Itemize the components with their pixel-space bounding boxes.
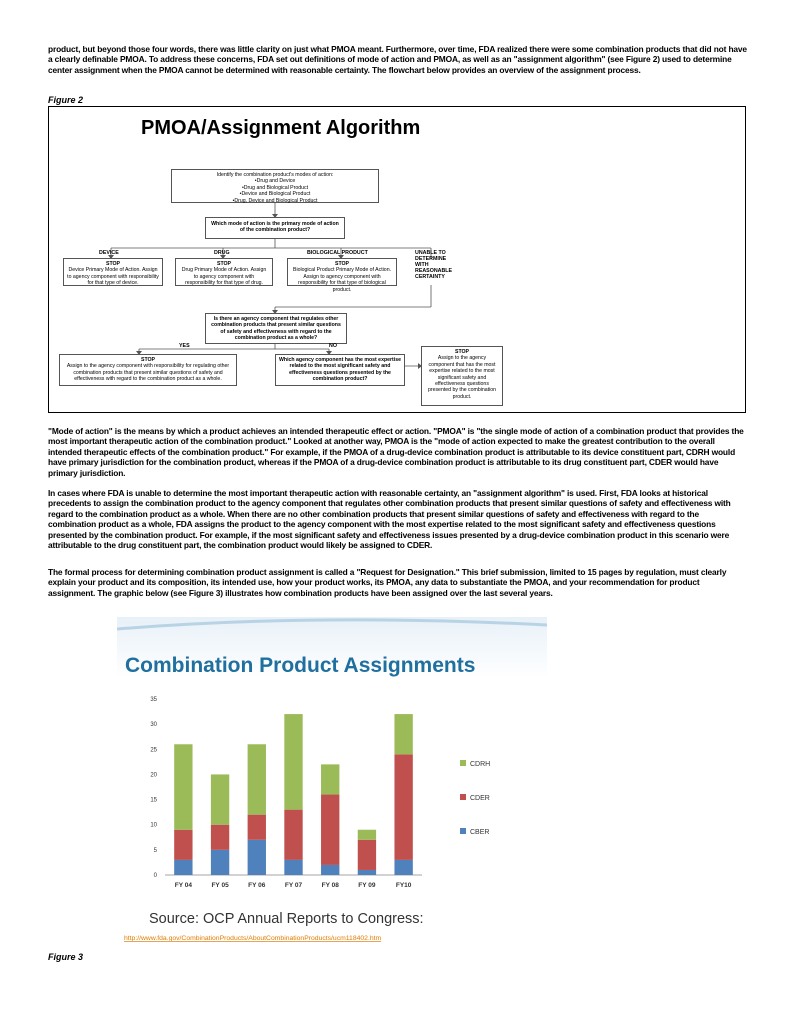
algorithm-paragraph: In cases where FDA is unable to determine the most important therapeutic action with reasonable certainty, an "assignment algorithm" is used. First, FDA looks at historical precedents to assign the combination product to the agency component that regulates other combination products that present similar questions of safety and effectiveness with regard to the combination product as a whole. When there are no other combination products that present similar questions of safety and effectiveness with regard to the combination product as a whole, FDA assigns the product to the agency component with the most expertise related to the most significant safety and effectiveness questions presented by the combination product. For example, if the most significant safety and effectiveness issues presented by a drug-device combination product in this scenario were attributable to the drug constituent part, the combination product would likely be assigned to CDER. <box>48 488 731 551</box>
y-tick-label: 5 <box>153 847 157 854</box>
y-tick-label: 35 <box>150 697 157 703</box>
identify-line: Identify the combination product's modes of action: <box>216 172 334 178</box>
bar-cdrh <box>358 830 376 840</box>
x-tick-label: FY 07 <box>284 882 303 889</box>
category-unable: UNABLE TO DETERMINE WITH REASONABLE CERTAINTY <box>415 250 453 280</box>
bar-cder <box>321 795 339 865</box>
identify-line: •Drug, Device and Biological Product <box>232 197 318 204</box>
y-tick-label: 30 <box>150 722 157 729</box>
identify-line: •Drug and Device <box>254 178 296 185</box>
bar-cber <box>211 850 229 875</box>
legend-label-cder: CDER <box>470 795 490 802</box>
request-paragraph: The formal process for determining combination product assignment is called a "Request for Designation." This brief submission, limited to 15 pages by regulation, must clearly explain your product and its composition, its intended use, how your product works, its PMOA, any data to substantiate the PMOA, and your recommendation for product assignment. The graphic below (see Figure 3) illustrates how combination products have been assigned over the last several years. <box>48 567 727 598</box>
x-tick-label: FY 08 <box>321 882 339 889</box>
figure-2-label: Figure 2 <box>48 95 84 105</box>
x-tick-label: FY 06 <box>248 882 266 889</box>
legend-swatch-cber <box>460 828 466 834</box>
y-tick-label: 0 <box>153 873 157 879</box>
legend-swatch-cdrh <box>460 760 466 766</box>
legend-label-cber: CBER <box>470 829 490 836</box>
bar-cdrh <box>248 744 266 814</box>
bar-cder <box>394 754 412 860</box>
figure-2-flowchart <box>48 106 746 413</box>
y-tick-label: 20 <box>150 772 157 779</box>
bar-cber <box>174 860 192 875</box>
stop-label: STOP <box>454 349 470 355</box>
x-tick-label: FY 09 <box>358 882 376 889</box>
assignments-chart <box>117 617 547 960</box>
x-tick-label: FY 05 <box>211 882 229 889</box>
source-text: Source: OCP Annual Reports to Congress: <box>149 911 424 927</box>
bio-stop-text: Biological Product Primary Mode of Action. Assign to agency component with responsibility for that type of biological product. <box>292 267 392 293</box>
drug-stop-box <box>175 258 273 286</box>
category-device: DEVICE <box>99 250 119 256</box>
bar-cdrh <box>394 714 412 754</box>
yes-stop-box <box>59 354 237 386</box>
bar-cber <box>321 865 339 875</box>
flowchart-title: PMOA/Assignment Algorithm <box>141 117 421 139</box>
figure-3-chart <box>117 617 547 960</box>
intro-paragraph: product, but beyond those four words, there was little clarity on just what PMOA meant. Furthermore, over time, FDA realized there were some combination products that did not have a clearly definable PMOA. To address these concerns, FDA set out definitions of mode of action and PMOA, as well as an "assignment algorithm" (see Figure 2) used to determine center assignment when the PMOA cannot be determined with reasonable certainty. The flowchart below provides an overview of the assignment process. <box>48 44 747 75</box>
source-url: http://www.fda.gov/CombinationProducts/AboutCombinationProducts/ucm118402.htm <box>124 935 382 942</box>
legend-label-cdrh: CDRH <box>470 761 491 768</box>
bar-cdrh <box>321 764 339 794</box>
bar-cber <box>284 860 302 875</box>
identify-line: •Drug and Biological Product <box>241 184 309 191</box>
precedent-question-box: Is there an agency component that regulates other combination products that present similar questions of safety and effectiveness with regard to the combination product as a whole? <box>205 313 347 344</box>
drug-stop-text: Drug Primary Mode of Action. Assign to agency component with responsibility for that type of drug. <box>181 267 267 287</box>
yes-label: YES <box>179 343 190 349</box>
figure-3-label: Figure 3 <box>48 952 84 962</box>
final-stop-box <box>421 346 503 406</box>
bar-cder <box>284 810 302 860</box>
bar-cdrh <box>211 774 229 824</box>
bar-cdrh <box>174 744 192 829</box>
bar-cder <box>248 815 266 840</box>
bar-cber <box>358 870 376 875</box>
device-stop-box <box>63 258 163 286</box>
no-label: NO <box>329 343 337 349</box>
category-biological: BIOLOGICAL PRODUCT <box>307 250 368 256</box>
x-tick-label: FY 04 <box>174 882 192 889</box>
bar-cber <box>248 840 266 875</box>
stop-label: STOP <box>216 261 232 267</box>
y-tick-label: 15 <box>150 797 157 804</box>
bar-cder <box>174 830 192 860</box>
y-tick-label: 25 <box>150 747 157 754</box>
primary-mode-question-box: Which mode of action is the primary mode of action of the combination product? <box>205 217 345 239</box>
bar-cber <box>394 860 412 875</box>
stop-label: STOP <box>140 357 156 363</box>
identify-modes-box <box>171 169 379 203</box>
identify-line: •Device and Biological Product <box>239 191 311 198</box>
biological-stop-box <box>287 258 397 293</box>
yes-stop-text: Assign to the agency component with responsibility for regulating other combination products that present similar questions of safety and effectiveness with regard to the combination product as a whole. <box>66 363 230 383</box>
x-tick-label: FY10 <box>395 882 412 889</box>
bar-cdrh <box>284 714 302 810</box>
category-drug: DRUG <box>214 250 230 256</box>
mode-of-action-paragraph: "Mode of action" is the means by which a product achieves an intended therapeutic effect or action. "PMOA" is "the single mode of action of a combination product that provides the most important therapeutic action of the combination product." Looked at another way, PMOA is the "mode of action expected to make the greatest contribution to the overall intended therapeutic effects of the combination product." For example, if the PMOA of a drug-device combination product is attributable to its device constituent part, CDRH would have primary jurisdiction for the combination product, whereas if the PMOA of a drug-device combination product is attributable to its drug constituent part, CDER would have primary jurisdiction. <box>48 426 744 478</box>
device-stop-text: Device Primary Mode of Action. Assign to agency component with responsibility for that type of device. <box>67 267 159 287</box>
bar-cder <box>211 825 229 850</box>
final-stop-text: Assign to the agency component that has the most expertise related to the most significant safety and effectiveness questions presented by the combination product. <box>427 355 497 400</box>
expertise-question-box: Which agency component has the most expertise related to the most significant safety and effectiveness questions presented by the combination product? <box>275 354 405 386</box>
stop-label: STOP <box>334 261 350 267</box>
legend-swatch-cder <box>460 794 466 800</box>
chart-title: Combination Product Assignments <box>125 654 476 677</box>
bar-cder <box>358 840 376 870</box>
stop-label: STOP <box>105 261 121 267</box>
y-tick-label: 10 <box>150 822 157 829</box>
